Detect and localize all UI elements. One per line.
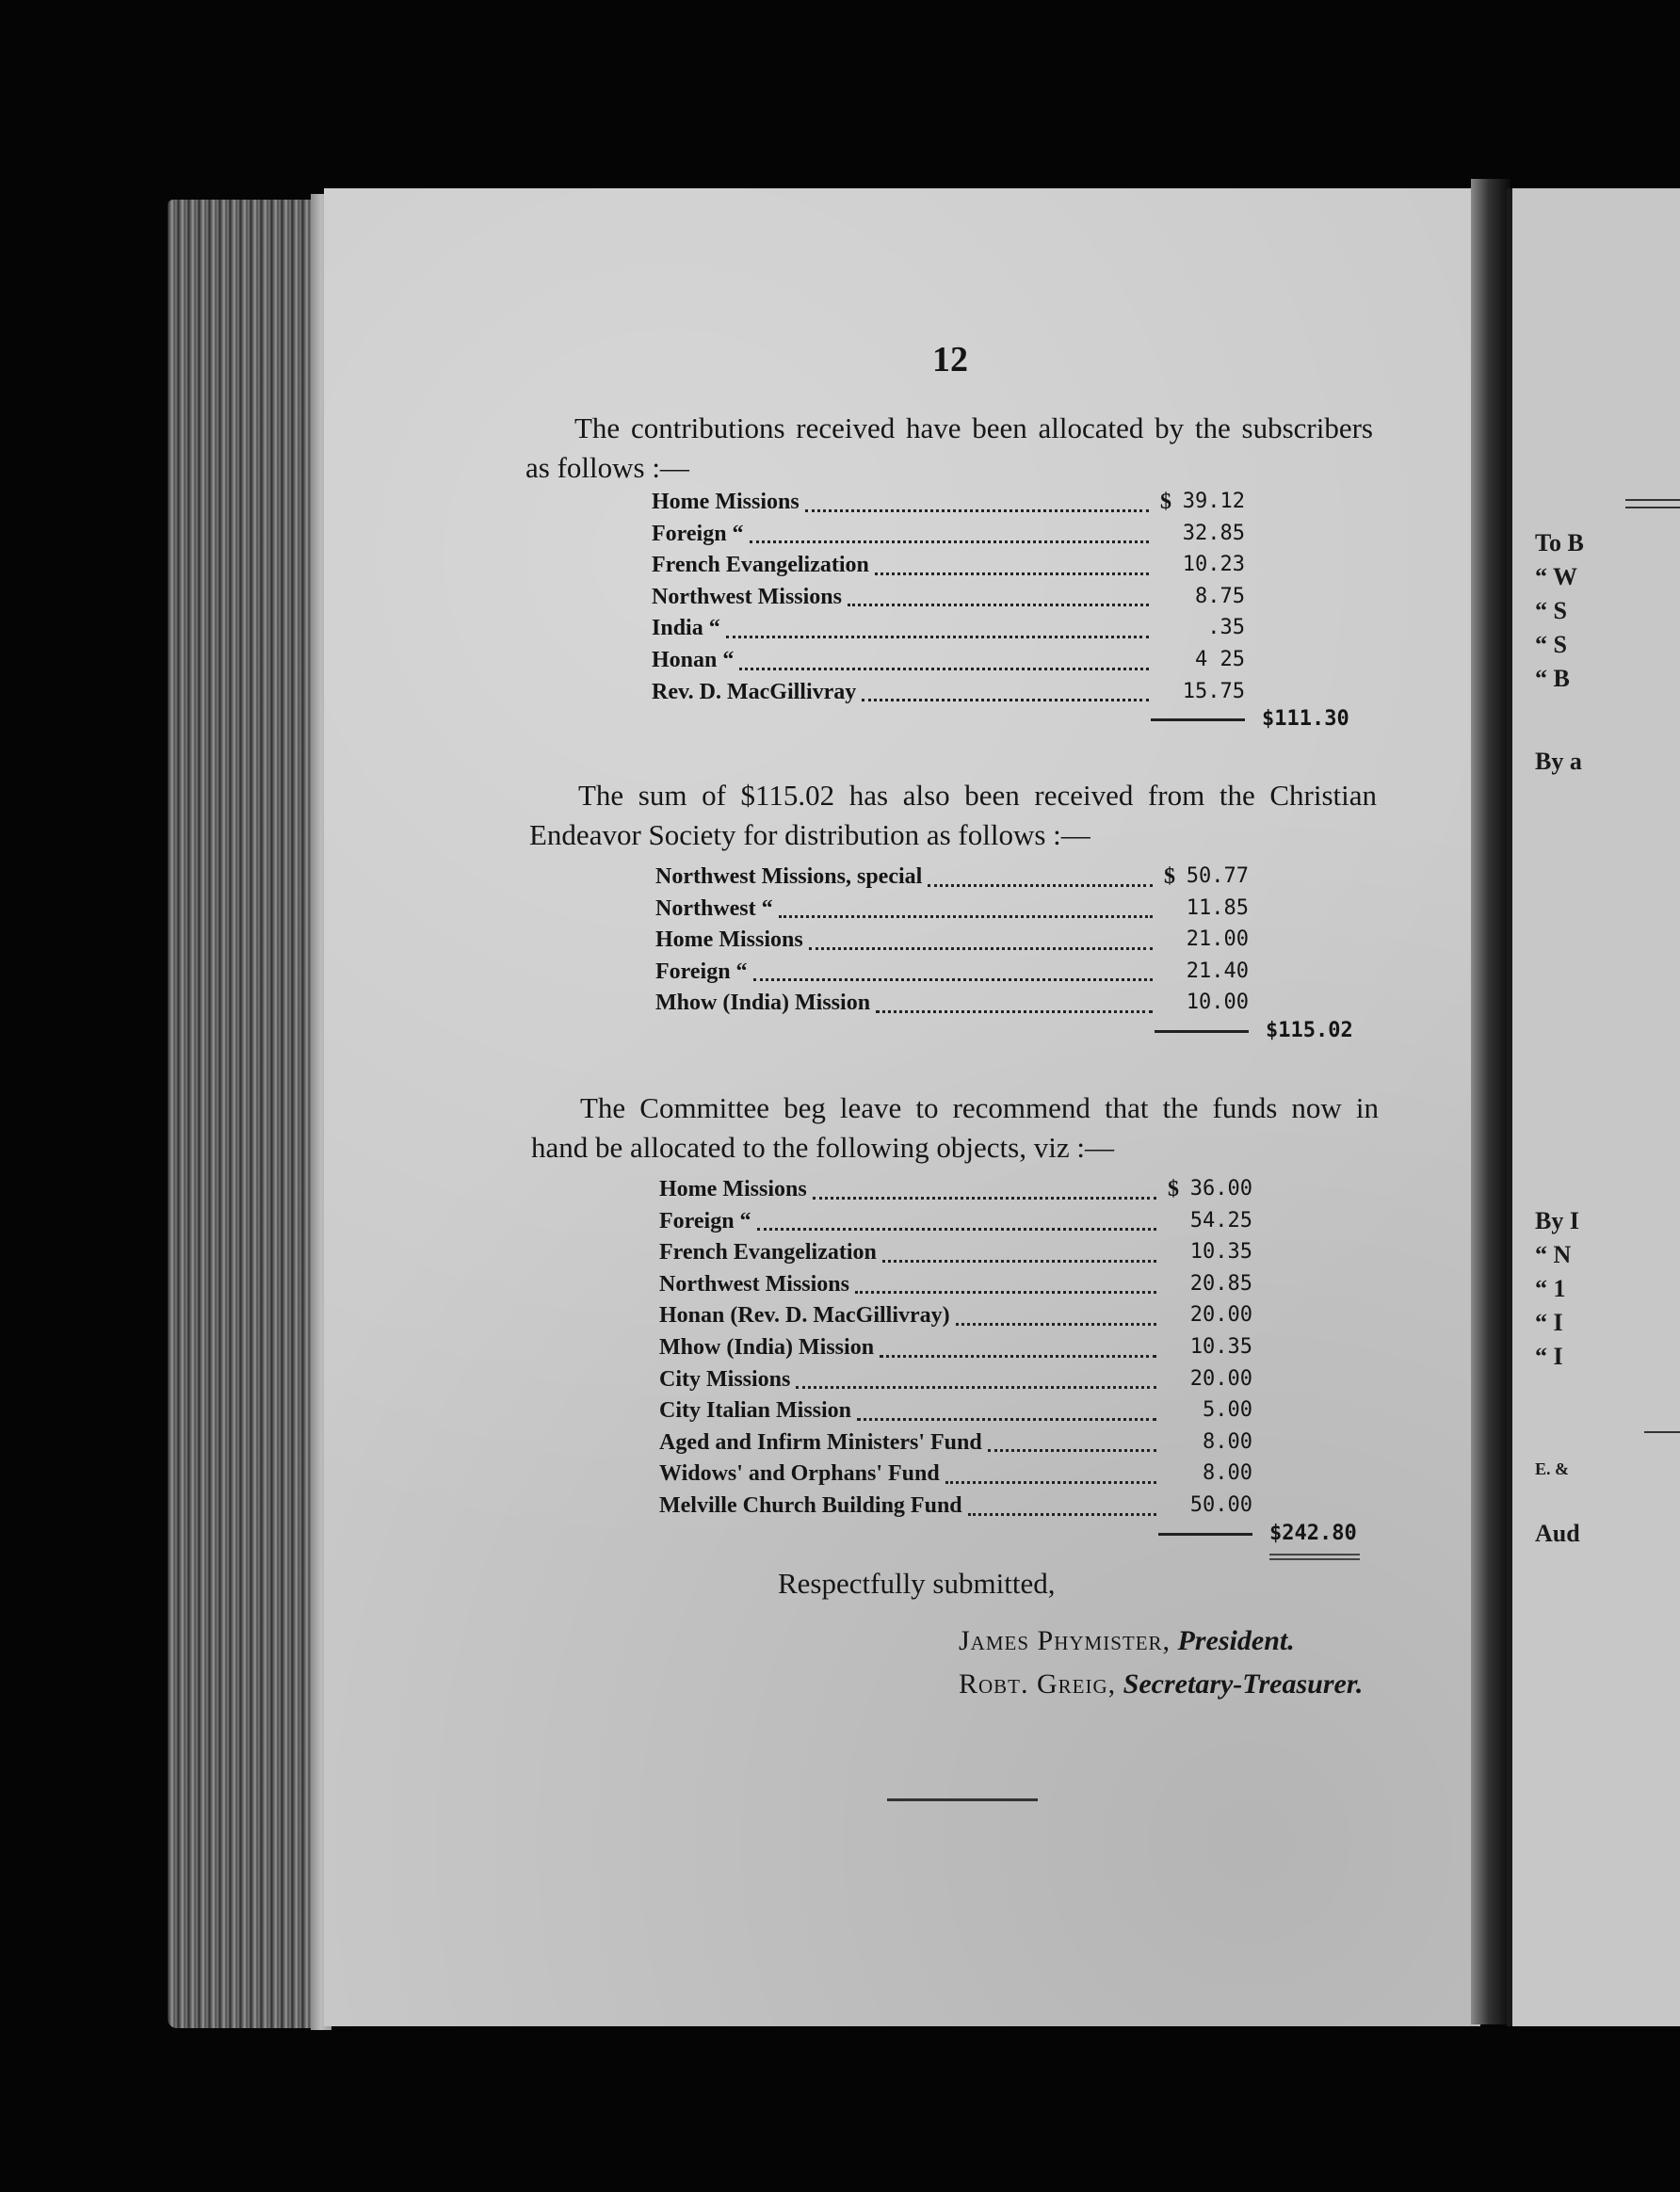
end-rule — [887, 1798, 1038, 1801]
allocation-row — [659, 1209, 1375, 1241]
section2-allocation-table — [655, 864, 1371, 1042]
allocation-row — [659, 1367, 1375, 1399]
dot-leader — [757, 1228, 1156, 1231]
allocation-label: Home Missions — [655, 927, 803, 953]
allocation-label: Aged and Infirm Ministers' Fund — [659, 1429, 982, 1455]
allocation-amount: 10.35 — [1189, 1240, 1252, 1265]
allocation-label: Foreign “ — [659, 1208, 751, 1233]
signature-secretary-treasurer — [959, 1668, 1363, 1700]
allocation-amount: 8.00 — [1203, 1461, 1252, 1486]
signature-name: Robt. Greig, — [959, 1668, 1117, 1700]
allocation-row — [652, 585, 1367, 617]
allocation-row — [659, 1303, 1375, 1335]
dot-leader — [968, 1513, 1156, 1516]
allocation-label: Northwest Missions, special — [655, 864, 923, 889]
facing-page-line: “ W — [1535, 563, 1578, 590]
allocation-amount: 20.00 — [1189, 1366, 1252, 1391]
allocation-row — [652, 490, 1367, 522]
allocation-amount: 21.00 — [1186, 927, 1249, 952]
facing-page-rule — [1625, 499, 1680, 501]
dot-leader — [882, 1260, 1156, 1263]
currency-symbol: $ — [1160, 490, 1171, 514]
allocation-row — [655, 896, 1371, 928]
section1-intro-line1: The contributions received have been allocated by the subscribers — [574, 411, 1373, 444]
allocation-row — [652, 553, 1367, 585]
dot-leader — [779, 915, 1153, 918]
allocation-label: Rev. D. MacGillivray — [652, 679, 857, 704]
allocation-label: India “ — [652, 616, 720, 641]
currency-symbol: $ — [1168, 1177, 1179, 1201]
allocation-amount: 50.77 — [1186, 864, 1249, 888]
allocation-row — [659, 1430, 1375, 1462]
section3-intro — [531, 1088, 1379, 1168]
allocation-label: French Evangelization — [652, 553, 869, 578]
allocation-row — [652, 616, 1367, 648]
double-rule — [1269, 1554, 1360, 1560]
facing-page-rule — [1644, 1431, 1680, 1433]
facing-page-line: “ I — [1535, 1309, 1563, 1336]
allocation-amount: 36.00 — [1189, 1177, 1252, 1201]
allocation-label: City Italian Mission — [659, 1398, 852, 1424]
allocation-amount: 11.85 — [1186, 895, 1249, 920]
sum-rule — [1151, 718, 1245, 721]
dot-leader — [739, 668, 1149, 670]
dot-leader — [928, 884, 1153, 887]
facing-page-line: “ I — [1535, 1343, 1563, 1370]
section2-intro — [529, 776, 1377, 855]
section1-allocation-table — [652, 490, 1367, 732]
allocation-label: Foreign “ — [655, 959, 748, 984]
sum-rule — [1158, 1533, 1252, 1536]
allocation-row — [659, 1493, 1375, 1525]
allocation-amount: 8.75 — [1195, 584, 1245, 608]
allocation-label: Melville Church Building Fund — [659, 1492, 962, 1518]
section3-intro-line1: The Committee beg leave to recommend that the funds now in — [580, 1091, 1379, 1124]
allocation-row — [655, 927, 1371, 959]
allocation-row — [659, 1335, 1375, 1367]
allocation-label: Foreign “ — [652, 521, 744, 546]
facing-page-line: Aud — [1535, 1520, 1580, 1547]
allocation-label: City Missions — [659, 1366, 791, 1392]
section1-intro — [525, 409, 1373, 488]
section3-allocation-table — [659, 1177, 1375, 1545]
facing-page-line: By I — [1535, 1207, 1579, 1234]
dot-leader — [796, 1386, 1156, 1389]
dot-leader — [945, 1481, 1156, 1484]
dot-leader — [880, 1355, 1156, 1358]
allocation-label: French Evangelization — [659, 1240, 877, 1265]
allocation-label: Widows' and Orphans' Fund — [659, 1461, 940, 1487]
allocation-row — [659, 1398, 1375, 1430]
allocation-amount: 39.12 — [1182, 490, 1245, 513]
signature-president — [959, 1625, 1295, 1657]
dot-leader — [809, 947, 1153, 950]
dot-leader — [988, 1449, 1156, 1452]
facing-page-rule — [1625, 507, 1680, 508]
sum-rule — [1155, 1030, 1249, 1033]
section1-intro-line2: as follows :— — [525, 451, 689, 484]
allocation-amount: 15.75 — [1182, 679, 1245, 703]
section-total: $242.80 — [1269, 1521, 1357, 1545]
dot-leader — [956, 1323, 1156, 1326]
dot-leader — [753, 978, 1153, 981]
allocation-row — [655, 991, 1371, 1023]
allocation-amount: 20.85 — [1189, 1271, 1252, 1296]
section-total: $115.02 — [1266, 1019, 1353, 1042]
signature-title: President. — [1177, 1625, 1295, 1656]
allocation-row — [652, 522, 1367, 554]
allocation-label: Home Missions — [652, 490, 800, 514]
section2-intro-line1: The sum of $115.02 has also been received from the Christian — [578, 779, 1377, 812]
dot-leader — [805, 509, 1149, 512]
section3-intro-line2: hand be allocated to the following objects, viz :— — [531, 1131, 1114, 1164]
allocation-row — [659, 1240, 1375, 1272]
dot-leader — [813, 1197, 1156, 1200]
allocation-label: Mhow (India) Mission — [659, 1334, 875, 1360]
section2-intro-line2: Endeavor Society for distribution as follows :— — [529, 818, 1090, 851]
facing-page-line: “ B — [1535, 665, 1570, 692]
dot-leader — [848, 604, 1149, 606]
allocation-amount: 21.40 — [1186, 959, 1249, 983]
allocation-amount: .35 — [1207, 616, 1245, 640]
page-number: 12 — [932, 340, 968, 379]
allocation-label: Home Missions — [659, 1177, 807, 1201]
allocation-label: Northwest Missions — [659, 1271, 849, 1297]
currency-symbol: $ — [1164, 864, 1175, 889]
dot-leader — [726, 636, 1149, 638]
allocation-amount: 5.00 — [1203, 1398, 1252, 1423]
allocation-label: Honan (Rev. D. MacGillivray) — [659, 1303, 950, 1329]
signature-name: James Phymister, — [959, 1625, 1171, 1656]
allocation-label: Honan “ — [652, 647, 735, 672]
allocation-row — [659, 1272, 1375, 1304]
allocation-row — [652, 648, 1367, 680]
facing-page-line: “ N — [1535, 1241, 1572, 1268]
allocation-label: Northwest Missions — [652, 584, 842, 609]
facing-page-line: E. & — [1535, 1459, 1569, 1478]
book-page-edges — [168, 200, 326, 2028]
allocation-label: Mhow (India) Mission — [655, 991, 871, 1016]
allocation-label: Northwest “ — [655, 895, 773, 921]
allocation-row — [652, 680, 1367, 712]
dot-leader — [857, 1418, 1156, 1421]
allocation-amount: 10.35 — [1189, 1334, 1252, 1359]
allocation-row — [659, 1461, 1375, 1493]
allocation-amount: 20.00 — [1189, 1303, 1252, 1328]
facing-page-line: To B — [1535, 529, 1584, 556]
closing-text: Respectfully submitted, — [778, 1567, 1056, 1600]
allocation-amount: 4 25 — [1195, 647, 1245, 671]
facing-page-line: By a — [1535, 748, 1582, 775]
allocation-amount: 54.25 — [1189, 1208, 1252, 1233]
allocation-amount: 10.23 — [1182, 553, 1245, 577]
book-gutter — [1471, 179, 1510, 2024]
dot-leader — [750, 540, 1149, 543]
allocation-amount: 50.00 — [1189, 1492, 1252, 1517]
section-total: $111.30 — [1262, 707, 1349, 732]
dot-leader — [862, 699, 1149, 701]
allocation-row — [659, 1177, 1375, 1209]
allocation-amount: 10.00 — [1186, 991, 1249, 1015]
dot-leader — [876, 1010, 1153, 1013]
facing-page — [1507, 188, 1680, 2026]
dot-leader — [875, 572, 1149, 575]
facing-page-line: “ 1 — [1535, 1275, 1566, 1302]
signature-title: Secretary-Treasurer. — [1123, 1668, 1364, 1700]
allocation-amount: 32.85 — [1182, 521, 1245, 545]
allocation-row — [655, 864, 1371, 896]
allocation-row — [655, 959, 1371, 991]
allocation-amount: 8.00 — [1203, 1429, 1252, 1454]
facing-page-line: “ S — [1535, 597, 1567, 624]
facing-page-line: “ S — [1535, 631, 1567, 658]
dot-leader — [855, 1291, 1156, 1294]
